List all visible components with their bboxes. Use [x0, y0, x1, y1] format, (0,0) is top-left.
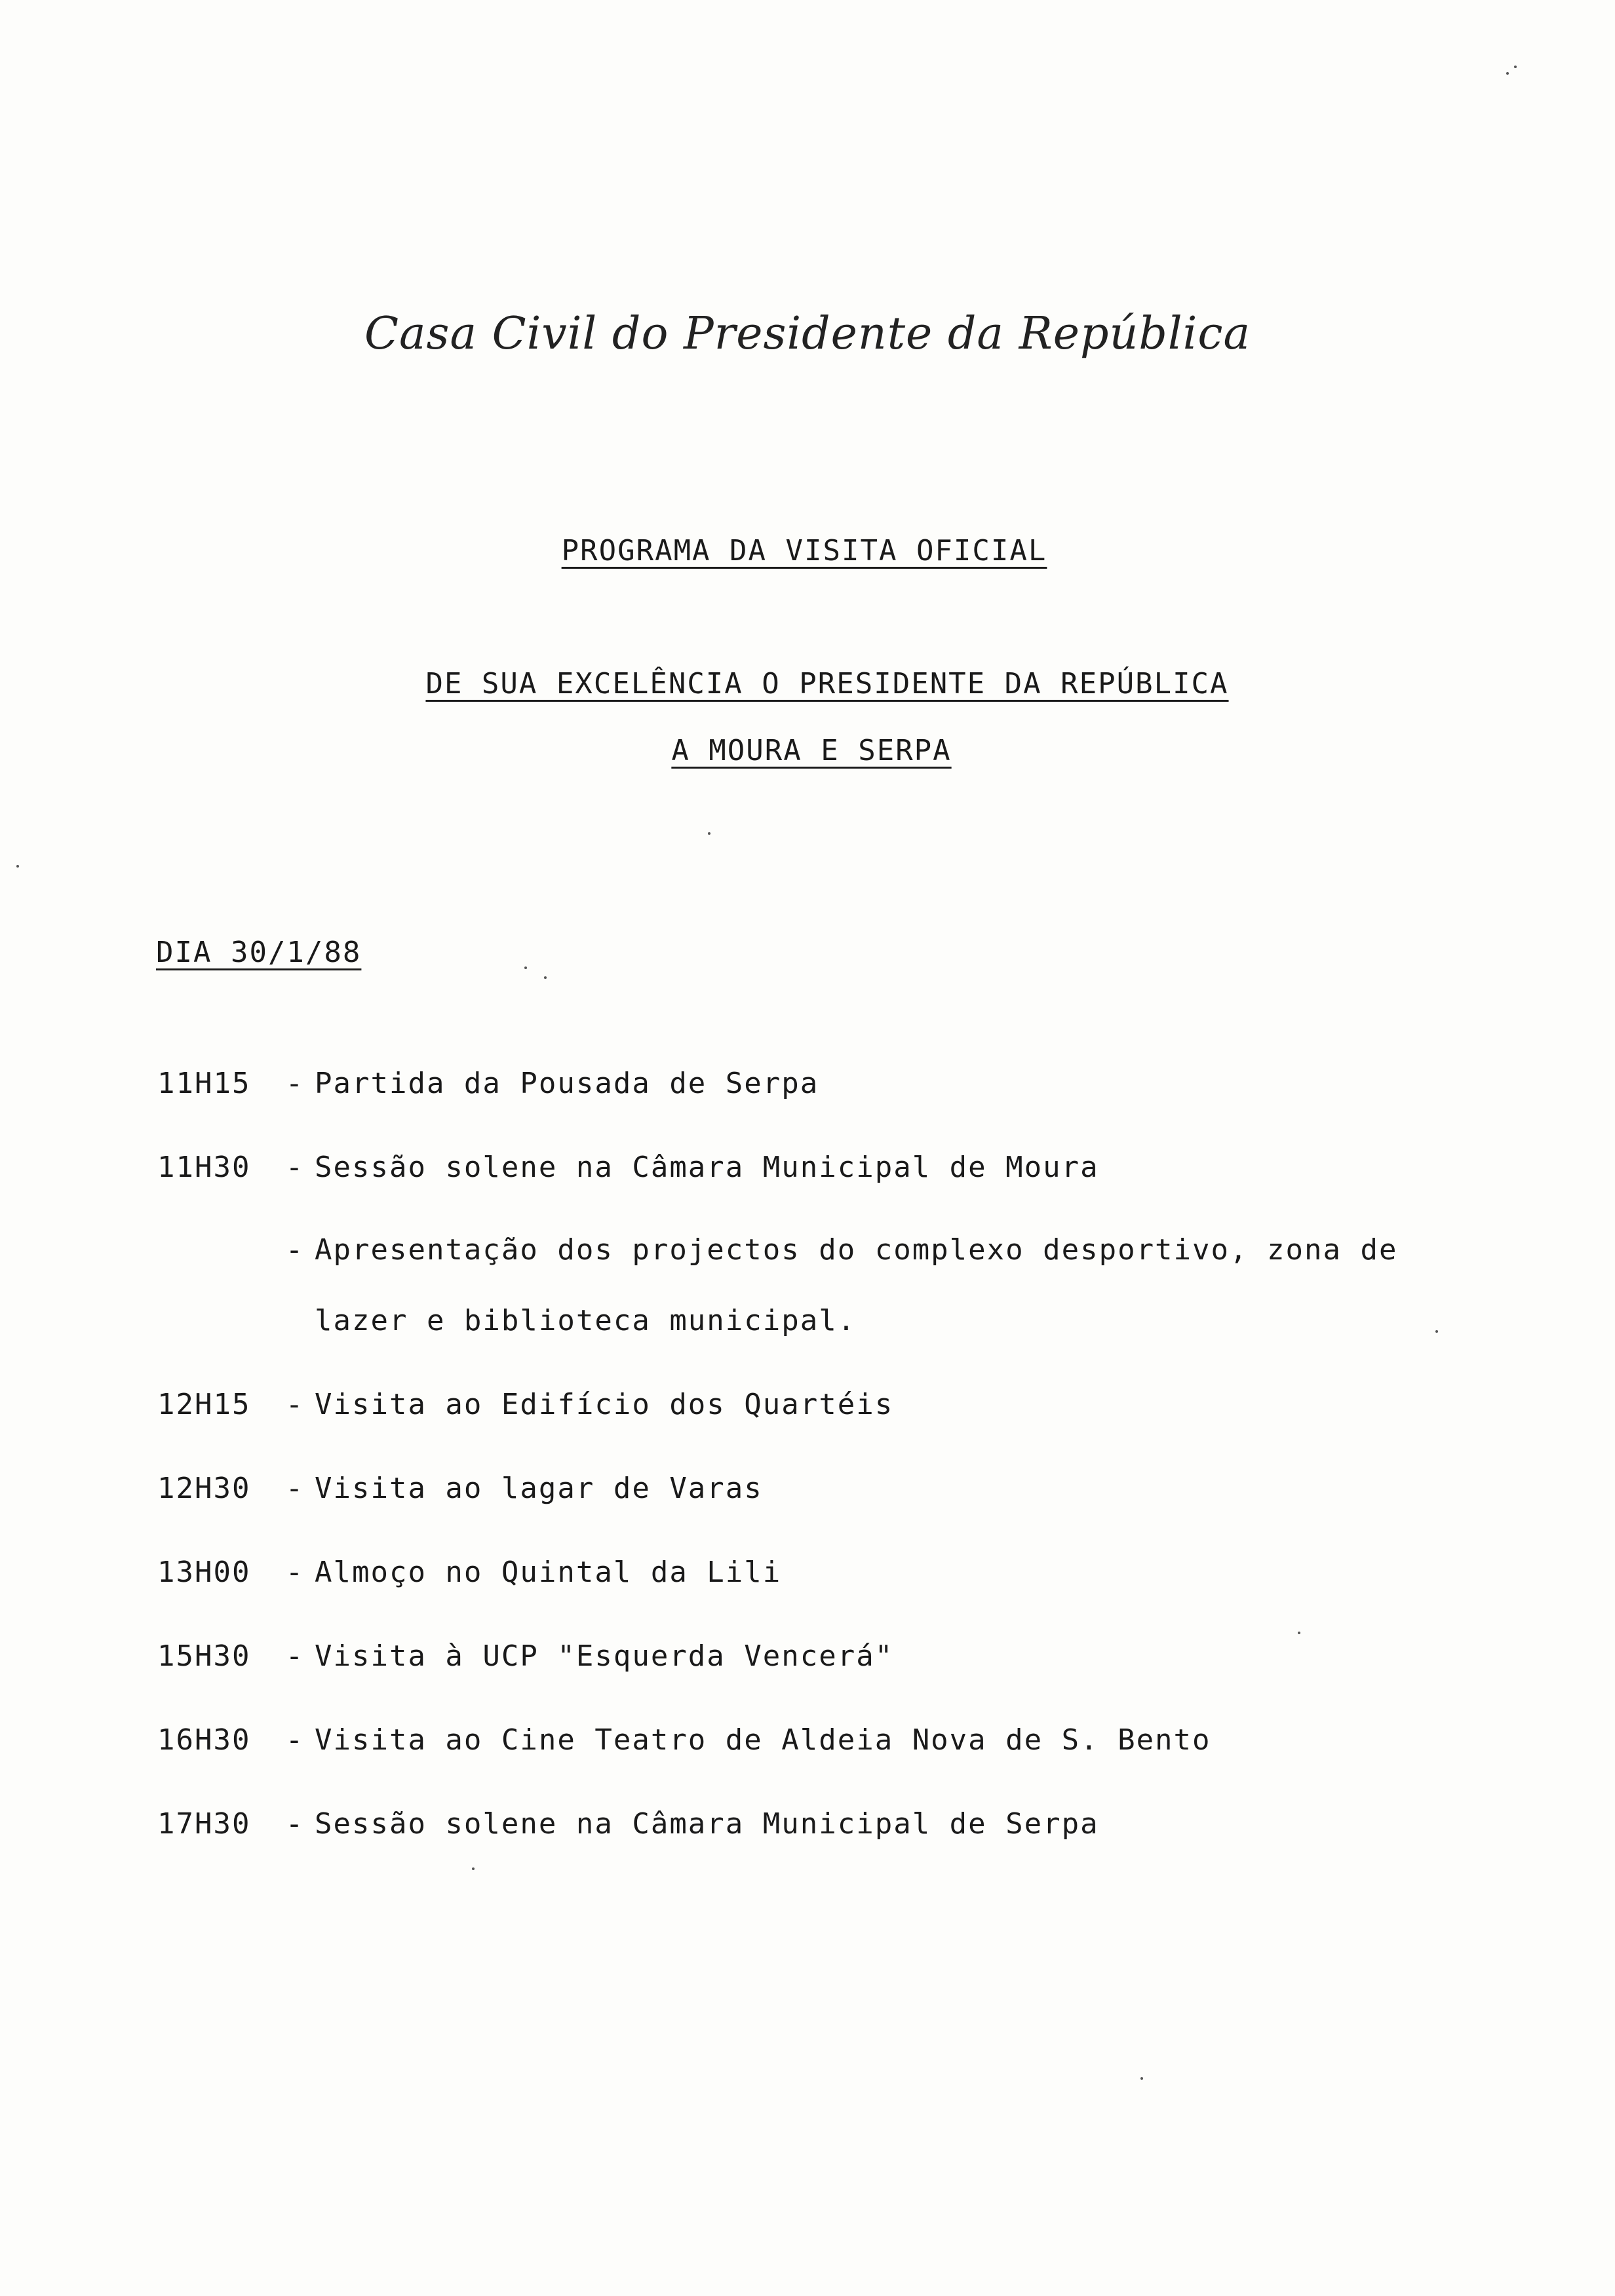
schedule-dash: -	[285, 1807, 305, 1841]
schedule-time: 17H30	[157, 1807, 251, 1841]
schedule-text: Visita à UCP "Esquerda Vencerá"	[315, 1639, 894, 1673]
schedule-text: Sessão solene na Câmara Municipal de Moura	[315, 1151, 1099, 1184]
schedule-dash: -	[285, 1556, 305, 1589]
title-line-3	[4, 734, 1615, 767]
letterhead: Casa Civil do Presidente da República	[364, 308, 1251, 360]
schedule-row	[157, 1556, 781, 1589]
scan-speck	[472, 1867, 475, 1870]
schedule-text: Partida da Pousada de Serpa	[315, 1067, 819, 1100]
schedule-dash: -	[285, 1639, 305, 1673]
scan-speck	[544, 976, 547, 979]
scan-speck	[524, 966, 527, 969]
schedule-time: 13H00	[157, 1556, 251, 1589]
scan-speck	[16, 865, 19, 868]
schedule-text: Visita ao Cine Teatro de Aldeia Nova de S. Bento	[315, 1723, 1211, 1757]
scan-speck	[1514, 66, 1517, 68]
scan-speck	[1506, 72, 1509, 75]
scan-speck	[1435, 1330, 1438, 1333]
schedule-text: Almoço no Quintal da Lili	[315, 1556, 782, 1589]
schedule-text: Sessão solene na Câmara Municipal de Serpa	[315, 1807, 1099, 1841]
title-line-2	[20, 667, 1615, 700]
schedule-dash: -	[285, 1151, 305, 1184]
schedule-text: Visita ao lagar de Varas	[315, 1472, 763, 1505]
schedule-dash: -	[285, 1723, 305, 1757]
schedule-continuation	[315, 1304, 856, 1337]
schedule-row	[157, 1151, 1099, 1184]
scan-speck	[1298, 1632, 1300, 1634]
schedule-time: 11H15	[157, 1067, 251, 1100]
day-heading: DIA 30/1/88	[156, 936, 362, 969]
scan-speck	[1140, 2077, 1143, 2080]
schedule-row	[157, 1472, 763, 1505]
schedule-time: 16H30	[157, 1723, 251, 1757]
scan-speck	[708, 832, 710, 835]
schedule-text: Apresentação dos projectos do complexo desportivo, zona de	[315, 1233, 1398, 1267]
schedule-row	[157, 1723, 1211, 1757]
title-line-1-text: PROGRAMA DA VISITA OFICIAL	[561, 534, 1047, 567]
schedule-time: 11H30	[157, 1151, 251, 1184]
schedule-dash: -	[285, 1472, 305, 1505]
schedule-text: Visita ao Edifício dos Quartéis	[315, 1388, 894, 1421]
schedule-dash: -	[285, 1067, 305, 1100]
schedule-subitem	[275, 1233, 1397, 1267]
title-line-1	[0, 534, 1612, 567]
schedule-time: 12H30	[157, 1472, 251, 1505]
schedule-time: 12H15	[157, 1388, 251, 1421]
schedule-dash: -	[285, 1388, 305, 1421]
schedule-text: lazer e biblioteca municipal.	[315, 1304, 857, 1337]
title-line-3-text: A MOURA E SERPA	[671, 734, 952, 767]
schedule-row	[157, 1639, 893, 1673]
schedule-row	[157, 1807, 1099, 1841]
title-line-2-text: DE SUA EXCELÊNCIA O PRESIDENTE DA REPÚBLICA	[425, 667, 1229, 700]
schedule-dash: -	[285, 1233, 305, 1267]
schedule-row	[157, 1067, 819, 1100]
schedule-row	[157, 1388, 893, 1421]
schedule-time: 15H30	[157, 1639, 251, 1673]
